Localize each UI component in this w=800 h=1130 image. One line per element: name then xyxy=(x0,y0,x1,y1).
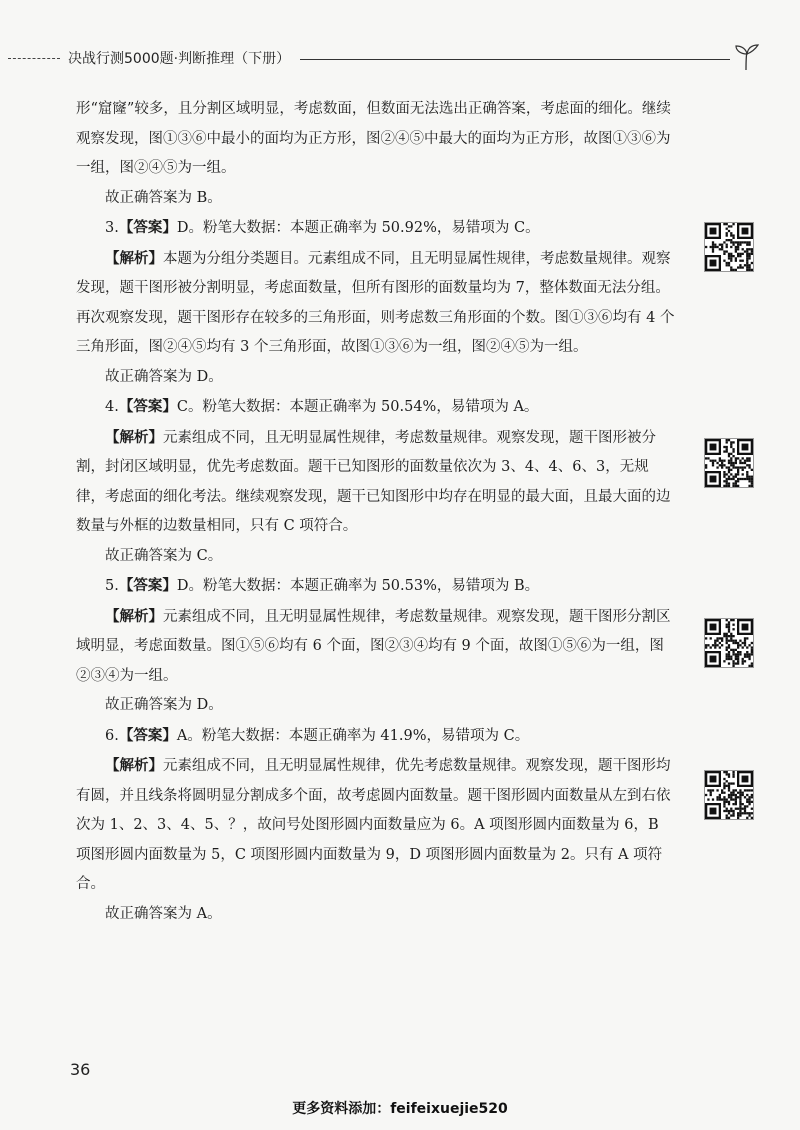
q4-answer-label: 【答案】 xyxy=(118,398,177,415)
q4-analysis-text: 元素组成不同，且无明显属性规律，考虑数量规律。观察发现，题干图形被分割，封闭区域明显，优先考虑数面。题干已知图形的面数量依次为 3、4、4、6、3，无规律，考虑面的细化考法。继续观察发现，题干已知图形中均存在明显的最大面，且最大面的边数量与外框的边数量相同，只有 C 项符合。 xyxy=(76,429,671,534)
q6-conclusion: 故正确答案为 A。 xyxy=(105,905,222,922)
q4-analysis xyxy=(76,423,676,542)
header-rule-left xyxy=(8,58,60,59)
q3-analysis-text: 本题为分组分类题目。元素组成不同，且无明显属性规律，考虑数量规律。观察发现，题干图形被分割明显，考虑面数量，但所有图形的面数量均为 7，整体数面无法分组。再次观察发现，题干图形存在较多的三角形面，则考虑数三角形面的个数。图①③⑥均有 4 个三角形面，图②④⑤均有 3 个三角形面，故图①③⑥为一组，图②④⑤为一组。 xyxy=(76,250,675,355)
qr-code-q6[interactable] xyxy=(704,770,754,820)
q4-answer-text: C。粉笔大数据：本题正确率为 50.54%，易错项为 A。 xyxy=(176,399,539,415)
q6-answer-label: 【答案】 xyxy=(118,726,177,744)
book-title: 决战行测5000题·判断推理（下册） xyxy=(68,51,291,67)
q3-analysis-label: 【解析】 xyxy=(105,249,163,267)
q3-analysis xyxy=(76,244,676,363)
answer-explanations xyxy=(76,95,676,929)
header-rule-right xyxy=(300,59,730,60)
q4-analysis-label: 【解析】 xyxy=(105,428,163,446)
q6-analysis-text: 元素组成不同，且无明显属性规律，优先考虑数量规律。观察发现，题干图形均有圆，并且线条将圆明显分割成多个面，故考虑圆内面数量。题干图形圆内面数量从左到右依次为 1、2、3、4、5、？，故问号处图形圆内面数量应为 6。A 项图形圆内面数量为 6，B 项图形圆内面数量为 5，C 项图形圆内面数量为 9，D 项图形圆内面数量为 2。只有 A 项符合。 xyxy=(76,758,671,892)
footer-note: 更多资料添加：feifeixuejie520 xyxy=(292,1101,508,1117)
q5-answer-label: 【答案】 xyxy=(118,577,177,594)
q5-answer-line xyxy=(76,571,676,602)
q4-number: 4. xyxy=(105,399,119,415)
q4-conclusion: 故正确答案为 C。 xyxy=(105,547,223,564)
q6-answer-line xyxy=(76,721,676,752)
q6-answer-text: A。粉笔大数据：本题正确率为 41.9%，易错项为 C。 xyxy=(176,727,530,744)
q6-analysis xyxy=(76,751,676,900)
q3-number: 3. xyxy=(105,220,119,236)
q6-number: 6. xyxy=(105,727,119,744)
qr-code-q3[interactable] xyxy=(704,222,754,272)
q5-analysis-label: 【解析】 xyxy=(105,607,163,625)
page-number: 36 xyxy=(70,1060,91,1079)
q5-answer-text: D。粉笔大数据：本题正确率为 50.53%，易错项为 B。 xyxy=(176,578,540,594)
intro-conclusion: 故正确答案为 B。 xyxy=(105,189,222,206)
intro-paragraph: 形“窟窿”较多，且分割区域明显，考虑数面，但数面无法选出正确答案，考虑面的细化。继续观察发现，图①③⑥中最小的面均为正方形，图②④⑤中最大的面均为正方形，故图①③⑥为一组，图②④⑤为一组。 xyxy=(76,101,671,176)
q5-conclusion: 故正确答案为 D。 xyxy=(105,697,223,713)
q5-analysis-text: 元素组成不同，且无明显属性规律，考虑数量规律。观察发现，题干图形分割区域明显，考虑面数量。图①⑤⑥均有 6 个面，图②③④均有 9 个面，故图①⑤⑥为一组，图②③④为一组。 xyxy=(76,608,671,684)
sprout-icon xyxy=(732,44,762,72)
q6-analysis-label: 【解析】 xyxy=(105,757,163,774)
q3-conclusion: 故正确答案为 D。 xyxy=(105,368,223,385)
q5-analysis xyxy=(76,602,676,692)
q3-answer-label: 【答案】 xyxy=(118,219,177,236)
running-header xyxy=(0,44,800,72)
q4-answer-line xyxy=(76,392,676,423)
q3-answer-text: D。粉笔大数据：本题正确率为 50.92%，易错项为 C。 xyxy=(176,220,540,236)
qr-code-q5[interactable] xyxy=(704,618,754,668)
q5-number: 5. xyxy=(105,578,119,594)
q3-answer-line xyxy=(76,213,676,244)
qr-code-q4[interactable] xyxy=(704,438,754,488)
